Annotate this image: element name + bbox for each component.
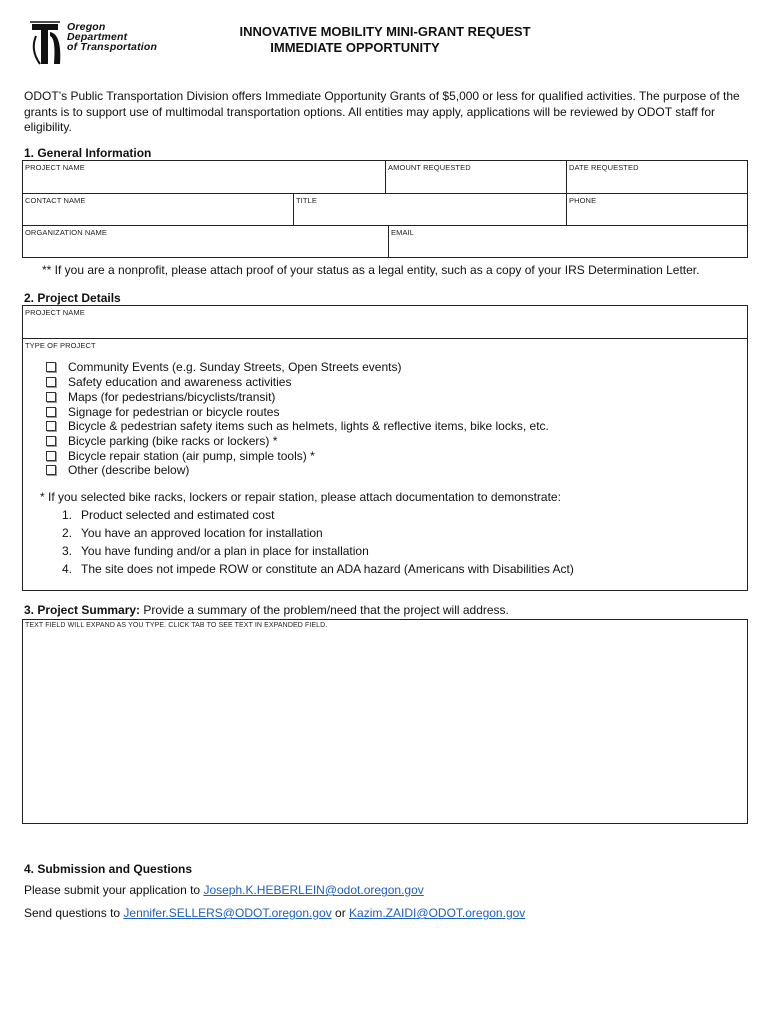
checkbox[interactable] xyxy=(46,421,56,431)
project-type-option[interactable] xyxy=(46,404,279,419)
requirement-item: 1. Product selected and estimated cost xyxy=(62,508,275,522)
general-info-table xyxy=(22,160,748,258)
checkbox[interactable] xyxy=(46,451,56,461)
requirement-item: 2. You have an approved location for installation xyxy=(62,526,323,540)
project-type-option[interactable] xyxy=(46,462,189,477)
option-label: Community Events (e.g. Sunday Streets, Open Streets events) xyxy=(68,359,402,374)
checkbox[interactable] xyxy=(46,436,56,446)
checkbox[interactable] xyxy=(46,407,56,417)
project-details-name-field[interactable]: PROJECT NAME xyxy=(25,308,85,317)
logo-text: Oregon Department of Transportation xyxy=(67,21,158,53)
contact-name-field[interactable]: CONTACT NAME xyxy=(25,196,86,205)
summary-field-label: TEXT FIELD WILL EXPAND AS YOU TYPE. CLICK TAB TO SEE TEXT IN EXPANDED FIELD. xyxy=(25,622,328,629)
email-field[interactable]: EMAIL xyxy=(391,228,415,237)
project-name-field[interactable]: PROJECT NAME xyxy=(25,163,85,172)
section-summary-heading: 3. Project Summary: Provide a summary of the problem/need that the project will address. xyxy=(24,603,509,617)
project-type-option[interactable] xyxy=(46,359,402,374)
submit-instructions: Please submit your application to Joseph.K.HEBERLEIN@odot.oregon.gov xyxy=(24,883,424,897)
phone-field[interactable]: PHONE xyxy=(569,196,597,205)
amount-requested-field[interactable]: AMOUNT REQUESTED xyxy=(388,163,471,172)
option-label: Maps (for pedestrians/bicyclists/transit) xyxy=(68,389,276,404)
option-label: Signage for pedestrian or bicycle routes xyxy=(68,404,280,419)
questions-instructions: Send questions to Jennifer.SELLERS@ODOT.oregon.gov or Kazim.ZAIDI@ODOT.oregon.gov xyxy=(24,906,526,920)
form-subtitle: IMMEDIATE OPPORTUNITY xyxy=(270,40,440,55)
option-label: Other (describe below) xyxy=(68,462,190,477)
requirement-item: 4. The site does not impede ROW or constitute an ADA hazard (Americans with Disabilities Act) xyxy=(62,562,574,576)
checkbox[interactable] xyxy=(46,392,56,402)
project-type-option[interactable] xyxy=(46,433,277,448)
nonprofit-note: ** If you are a nonprofit, please attach proof of your status as a legal entity, such as a copy of your IRS Determination Letter. xyxy=(42,263,700,277)
project-summary-textarea[interactable] xyxy=(22,619,748,824)
project-type-option[interactable] xyxy=(46,418,549,433)
organization-name-field[interactable]: ORGANIZATION NAME xyxy=(25,228,107,237)
requirement-item: 3. You have funding and/or a plan in place for installation xyxy=(62,544,369,558)
option-label: Bicycle repair station (air pump, simple tools) * xyxy=(68,448,315,463)
checkbox[interactable] xyxy=(46,362,56,372)
date-requested-field[interactable]: DATE REQUESTED xyxy=(569,163,639,172)
section-general-heading: 1. General Information xyxy=(24,146,152,160)
section-project-details-heading: 2. Project Details xyxy=(24,291,121,305)
section-submission-heading: 4. Submission and Questions xyxy=(24,862,193,876)
checkbox[interactable] xyxy=(46,465,56,475)
bike-footnote: * If you selected bike racks, lockers or repair station, please attach documentation to demonstrate: xyxy=(40,490,561,504)
project-type-option[interactable] xyxy=(46,448,315,463)
questions-email-link-2[interactable]: Kazim.ZAIDI@ODOT.oregon.gov xyxy=(349,906,526,920)
submit-email-link[interactable]: Joseph.K.HEBERLEIN@odot.oregon.gov xyxy=(203,883,424,897)
option-label: Bicycle parking (bike racks or lockers) * xyxy=(68,433,278,448)
project-type-option[interactable] xyxy=(46,374,291,389)
option-label: Safety education and awareness activities xyxy=(68,374,292,389)
type-of-project-label: TYPE OF PROJECT xyxy=(25,341,96,350)
project-type-option[interactable] xyxy=(46,389,275,404)
title-field[interactable]: TITLE xyxy=(296,196,317,205)
form-title: INNOVATIVE MOBILITY MINI-GRANT REQUEST xyxy=(239,24,531,39)
checkbox[interactable] xyxy=(46,377,56,387)
questions-email-link-1[interactable]: Jennifer.SELLERS@ODOT.oregon.gov xyxy=(123,906,332,920)
option-label: Bicycle & pedestrian safety items such as helmets, lights & reflective items, bike locks, etc. xyxy=(68,418,549,433)
intro-paragraph: ODOT’s Public Transportation Division offers Immediate Opportunity Grants of $5,000 or less for qualified activities. The purpose of the grants is to support use of multimodal transportation options. All entities may apply, applications will be reviewed by ODOT staff for eligibility. xyxy=(24,89,740,134)
